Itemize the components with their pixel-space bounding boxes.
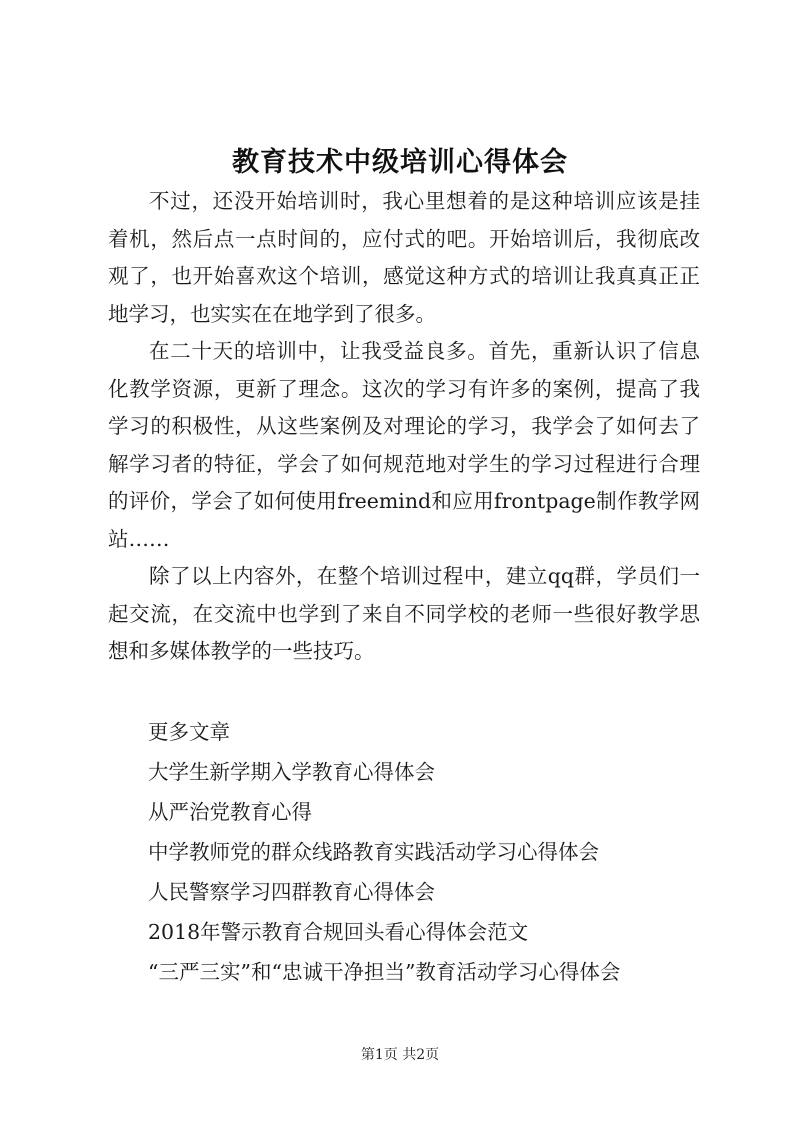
- more-article-link-1[interactable]: 大学生新学期入学教育心得体会: [148, 760, 435, 784]
- paragraph-1: 不过，还没开始培训时，我心里想着的是这种培训应该是挂着机，然后点一点时间的，应付式的吧。开始培训后，我彻底改观了，也开始喜欢这个培训，感觉这种方式的培训让我真真正正地学习，也实实在在地学到了很多。: [108, 189, 700, 326]
- more-article-link-2[interactable]: 从严治党教育心得: [148, 800, 312, 824]
- more-article-link-5[interactable]: 2018年警示教育合规回头看心得体会范文: [148, 920, 529, 944]
- more-articles-header: 更多文章: [148, 720, 230, 744]
- more-articles-section: [148, 712, 718, 992]
- page-number: 第1页 共2页: [360, 1047, 440, 1063]
- more-article-link-6[interactable]: “三严三实”和“忠诚干净担当”教育活动学习心得体会: [148, 960, 621, 984]
- more-article-link-3[interactable]: 中学教师党的群众线路教育实践活动学习心得体会: [148, 840, 599, 864]
- paragraph-2: 在二十天的培训中，让我受益良多。首先，重新认识了信息化教学资源，更新了理念。这次的学习有许多的案例，提高了我学习的积极性，从这些案例及对理论的学习，我学会了如何去了解学习者的特征，学会了如何规范地对学生的学习过程进行合理的评价，学会了如何使用freemind和应用frontpage制作教学网站……: [108, 339, 700, 551]
- document-body: [108, 183, 700, 671]
- document-title: 教育技术中级培训心得体会: [232, 147, 568, 178]
- more-article-link-4[interactable]: 人民警察学习四群教育心得体会: [148, 880, 435, 904]
- paragraph-3: 除了以上内容外，在整个培训过程中，建立qq群，学员们一起交流，在交流中也学到了来自不同学校的老师一些很好教学思想和多媒体教学的一些技巧。: [108, 564, 700, 663]
